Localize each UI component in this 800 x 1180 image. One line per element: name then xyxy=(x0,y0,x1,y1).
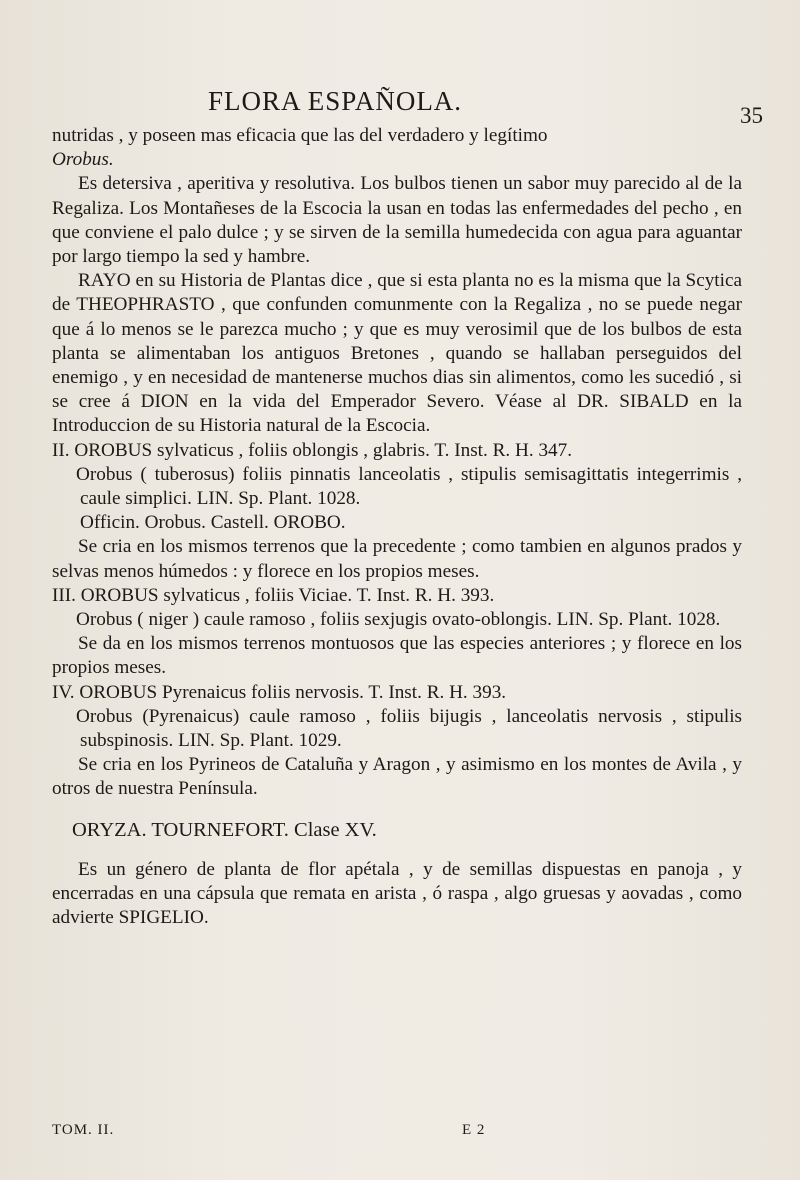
paragraph-habitat-4: Se cria en los Pyrineos de Cataluña y Aragon , y asimismo en los montes de Avila , y otros de nuestra Península. xyxy=(52,754,742,800)
paragraph-rayo: RAYO en su Historia de Plantas dice , que si esta planta no es la misma que la Scytica de THEOPHRASTO , que confunden comunmente con la Regaliza , no se puede negar que á lo menos se le parezca mucho ; y que es muy verosimil que de los bulbos de esta planta se alimentaban los antiguos Bretones , quando se hallaban perseguidos del enemigo , y en necesidad de mantenerse muchos dias sin alimentos, como les sucedió , si se cree á DION en la vida del Emperador Severo. Véase al DR. SIBALD en la Introduccion de su Historia natural de la Escocia. xyxy=(52,270,742,437)
paragraph-continuation-end xyxy=(52,148,742,172)
species-entry-2: II. OROBUS sylvaticus , foliis oblongis , glabris. T. Inst. R. H. 347. xyxy=(52,439,573,461)
section-gap xyxy=(52,802,742,818)
paragraph-oryza: Es un género de planta de flor apétala , y de semillas dispuestas en panoja , y encerradas en una cápsula que remata en arista , ó raspa , algo gruesas y aovadas , como advierte SPIGELIO. xyxy=(52,858,742,929)
species-entry-2-officinal: Officin. Orobus. Castell. OROBO. xyxy=(80,512,346,534)
paragraph-properties: Es detersiva , aperitiva y resolutiva. Los bulbos tienen un sabor muy parecido al de la Regaliza. Los Montañeses de la Escocia la usan en todas las enfermedades del pecho , en que conviene el palo dulce ; y se sirven de la semilla humedecida con agua para aguantar por largo tiempo la sed y hambre. xyxy=(52,173,742,268)
species-entry-4: IV. OROBUS Pyrenaicus foliis nervosis. T. Inst. R. H. 393. xyxy=(52,681,507,703)
species-entry-3-linnaeus: Orobus ( niger ) caule ramoso , foliis sexjugis ovato-oblongis. LIN. Sp. Plant. 1028. xyxy=(76,609,721,631)
running-head: FLORA ESPAÑOLA. xyxy=(208,86,463,116)
body-text xyxy=(52,124,742,931)
species-entry-2-linnaeus: Orobus ( tuberosus) foliis pinnatis lanceolatis , stipulis semisagittatis integerrimis , caule simplici. LIN. Sp. Plant. 1028. xyxy=(76,463,742,510)
paragraph-habitat-2: Se cria en los mismos terrenos que la precedente ; como tambien en algunos prados y selvas menos húmedos : y florece en los propios meses. xyxy=(52,536,742,582)
page-number: 35 xyxy=(740,103,763,128)
species-entry-4-linnaeus: Orobus (Pyrenaicus) caule ramoso , foliis bijugis , lanceolatis nervosis , stipulis subspinosis. LIN. Sp. Plant. 1029. xyxy=(76,705,742,752)
page-footer xyxy=(52,1122,742,1139)
signature-mark: E 2 xyxy=(462,1122,486,1138)
page-header xyxy=(0,0,800,130)
genus-name: Orobus. xyxy=(52,149,114,171)
volume-label: TOM. II. xyxy=(52,1122,115,1138)
section-gap xyxy=(52,842,742,858)
paragraph-habitat-3: Se da en los mismos terrenos montuosos que las especies anteriores ; y florece en los propios meses. xyxy=(52,633,742,679)
paragraph-continuation: nutridas , y poseen mas eficacia que las del verdadero y legítimo xyxy=(52,125,548,146)
genus-heading: ORYZA. TOURNEFORT. Clase XV. xyxy=(72,818,377,841)
species-entry-3: III. OROBUS sylvaticus , foliis Viciae. T. Inst. R. H. 393. xyxy=(52,584,495,606)
